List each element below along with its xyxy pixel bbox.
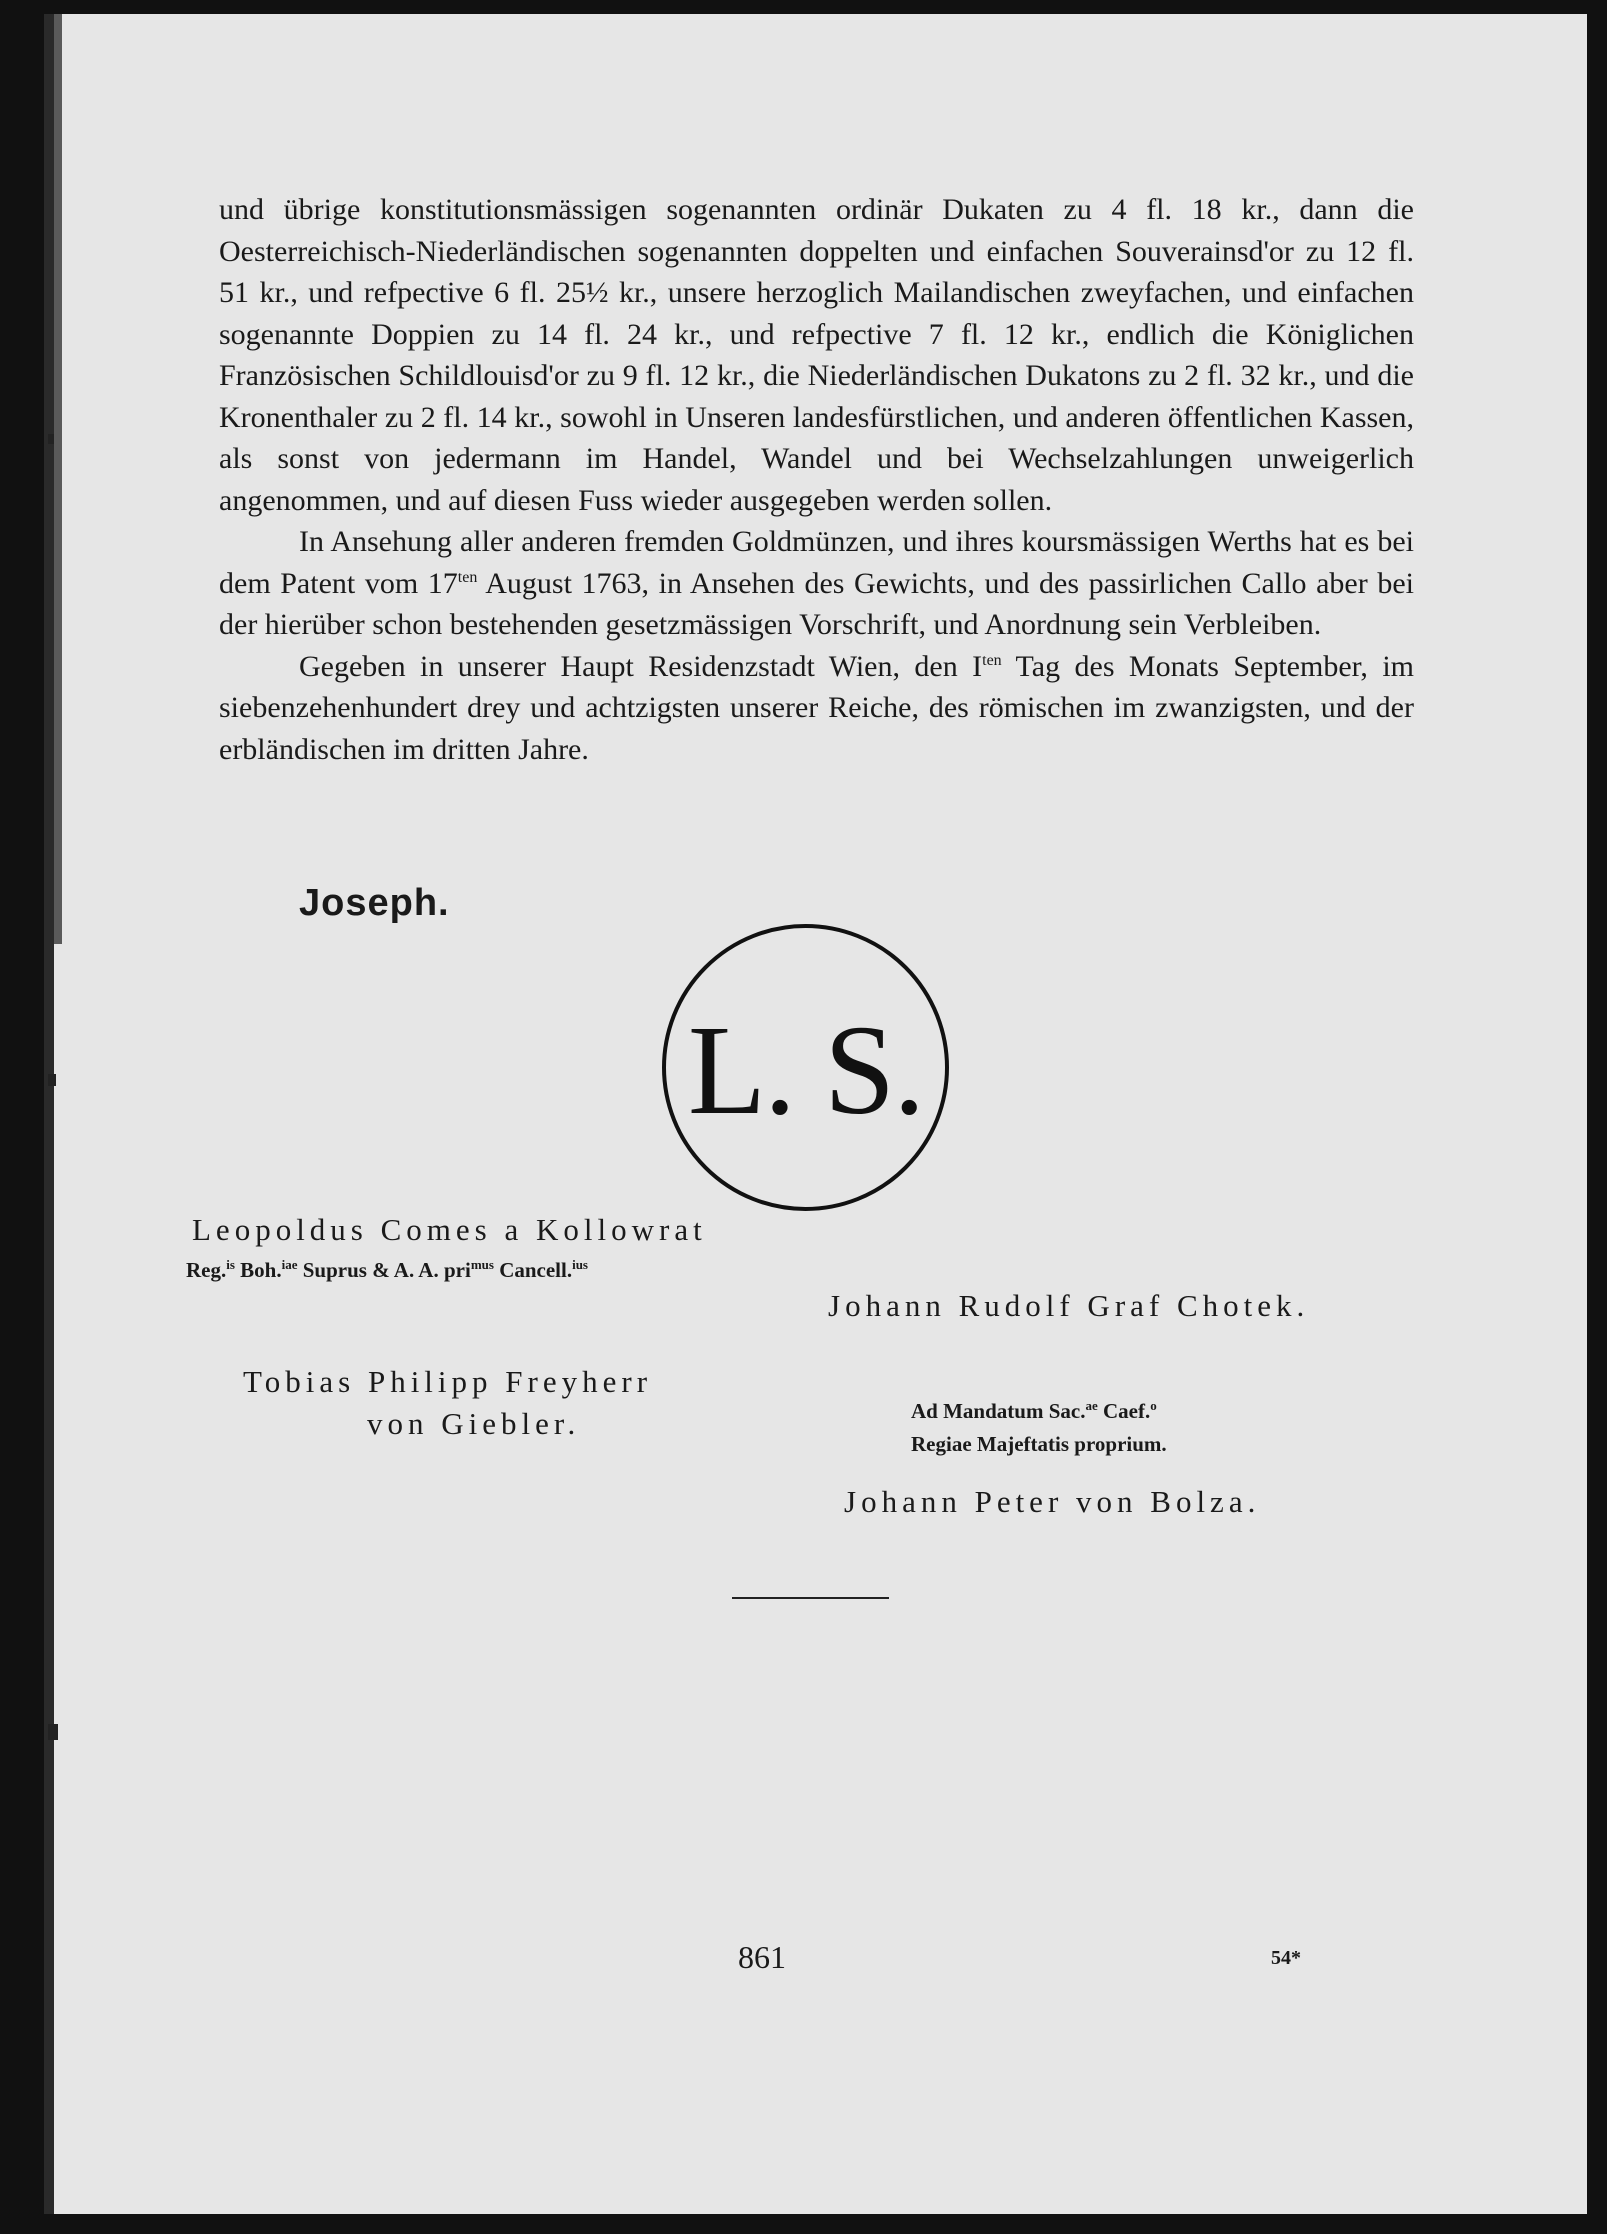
seal-stamp [662, 924, 949, 1211]
signatory-kollowrat-name: Leopoldus Comes a Kollowrat [192, 1212, 707, 1247]
signature-joseph: Joseph. [299, 882, 450, 924]
signatory-kollowrat-title: Reg.$^{is}$ Boh.$^{iae}$ Suprus & A. A. pri$^{mus}$ Cancell.$^{ius}$ [186, 1257, 588, 1282]
page-edge-shadow [54, 14, 62, 944]
paragraph-1: und übrige konstitutionsmässigen sogenannten ordinär Dukaten zu 4 fl. 18 kr., dann die Oesterreichisch-Niederländischen sogenannten doppelten und einfachen Souverainsd'or zu 12 fl. 51 kr., und refpective 6 fl. 25½ kr., unsere herzoglich Mailandischen zweyfachen, und einfachen sogenannte Doppien zu 14 fl. 24 kr., und refpective 7 fl. 12 kr., endlich die Königlichen Französischen Schildlouisd'or zu 9 fl. 12 kr., die Niederländischen Dukatons zu 2 fl. 32 kr., und die Kronenthaler zu 2 fl. 14 kr., sowohl in Unseren landesfürstlichen, und anderen öffentlichen Kassen, als sonst von jedermann im Handel, Wandel und bei Wechselzahlungen unweigerlich angenommen, und auf diesen Fuss wieder ausgegeben werden sollen. [219, 193, 1414, 517]
margin-speck [48, 1074, 56, 1086]
signatory-giebler-line1: Tobias Philipp Freyherr [243, 1364, 653, 1399]
mandate-line2: Regiae Majeftatis proprium. [911, 1432, 1167, 1456]
signature-mark: 54* [1271, 1947, 1301, 1969]
margin-speck [48, 1724, 58, 1740]
mandate-line1: Ad Mandatum Sac.$^{ae}$ Caef.$^o$ [911, 1398, 1157, 1423]
paragraph-3: Gegeben in unserer Haupt Residenzstadt Wien, den $I^{ten}$ Tag des Monats September, im siebenzehenhundert drey und achtzigsten unserer Reiche, des römischen im zwanzigsten, und der erbländischen im dritten Jahre. [219, 649, 1415, 766]
closing-rule [732, 1597, 889, 1599]
signatory-giebler-line2: von Giebler. [367, 1406, 581, 1441]
document-page [44, 14, 1587, 2214]
page-number: 861 [738, 1939, 786, 1975]
paragraph-2: In Ansehung aller anderen fremden Goldmünzen, und ihres koursmässigen Werths hat es bei dem Patent vom $17^{ten}$ August 1763, in Ansehen des Gewichts, und des passirlichen Callo aber bei der hierüber schon bestehenden gesetzmässigen Vorschrift, und Anordnung sein Verbleiben. [219, 525, 1414, 641]
signatory-chotek-name: Johann Rudolf Graf Chotek. [828, 1288, 1310, 1323]
margin-speck [48, 434, 54, 444]
signatory-bolza-name: Johann Peter von Bolza. [844, 1484, 1261, 1519]
patent-body-text [219, 189, 1414, 770]
seal-text: L. S. [687, 999, 924, 1141]
